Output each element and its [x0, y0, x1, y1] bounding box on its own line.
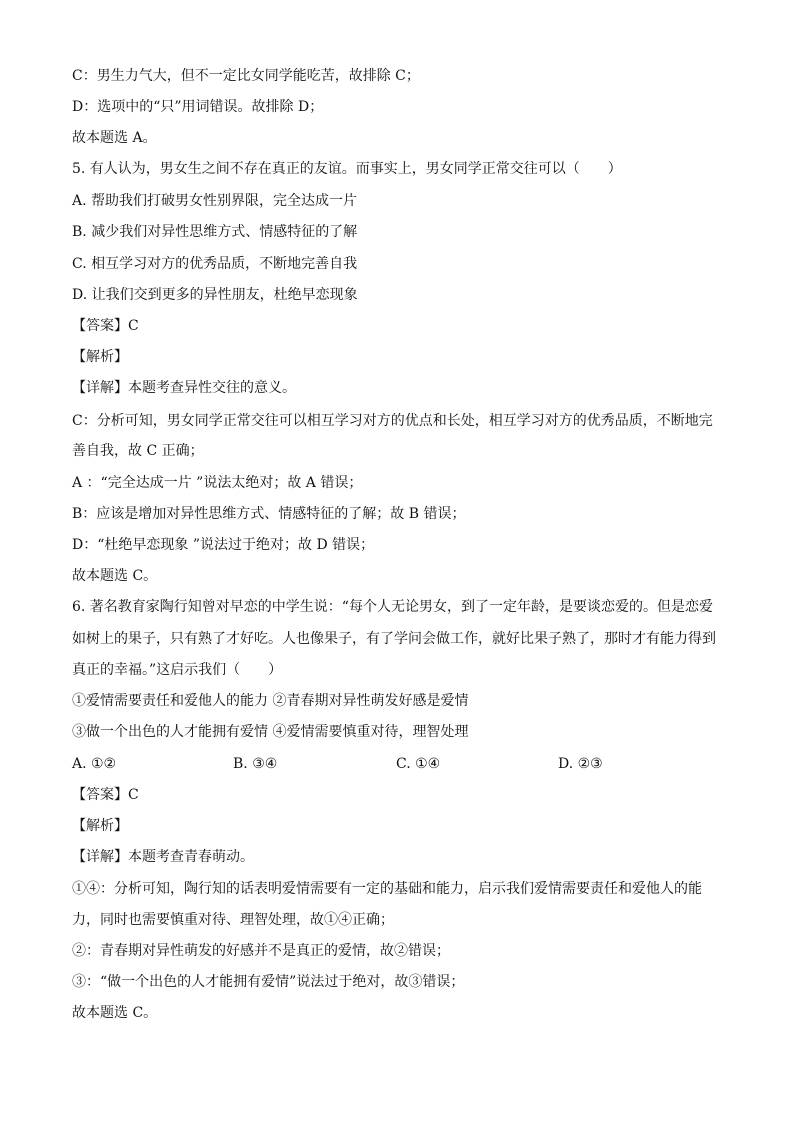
conclusion-text: 故本题选 A。 — [72, 130, 157, 146]
question-6-items-line1: ①爱情需要责任和爱他人的能力 ②青春期对异性萌发好感是爱情 — [72, 693, 469, 709]
explanation-c-line1: C：分析可知，男女同学正常交往可以相互学习对方的优点和长处，相互学习对方的优秀品质，不断地完 — [72, 413, 713, 429]
question-5-option-b: B. 减少我们对异性思维方式、情感特征的了解 — [72, 224, 358, 240]
question-5-stem: 5. 有人认为，男女生之间不存在真正的友谊。而事实上，男女同学正常交往可以（ ） — [72, 161, 622, 177]
explanation-d: D：“杜绝早恋现象 ”说法过于绝对；故 D 错误； — [72, 537, 375, 553]
question-5-option-a: A. 帮助我们打破男女性别界限，完全达成一片 — [72, 193, 358, 209]
explanation-b: B：应该是增加对异性思维方式、情感特征的了解；故 B 错误； — [72, 506, 466, 522]
analysis-label: 【解析】 — [72, 349, 128, 365]
explanation-14-line2: 力，同时也需要慎重对待、理智处理，故①④正确； — [72, 912, 394, 928]
explanation-c-line2: 善自我，故 C 正确； — [72, 443, 204, 459]
explanation-14-line1: ①④：分析可知，陶行知的话表明爱情需要有一定的基础和能力，启示我们爱情需要责任和爱他人的能 — [72, 881, 702, 897]
conclusion-text: 故本题选 C。 — [72, 1005, 158, 1021]
question-5-option-d: D. 让我们交到更多的异性朋友，杜绝早恋现象 — [72, 287, 358, 303]
answer-label: 【答案】C — [72, 787, 139, 803]
explanation-a: A ：“完全达成一片 ”说法太绝对；故 A 错误； — [72, 475, 363, 491]
conclusion-text: 故本题选 C。 — [72, 568, 158, 584]
question-6-stem-line2: 如树上的果子，只有熟了才好吃。人也像果子，有了学问会做工作，就好比果子熟了，那时才有能力得到 — [72, 631, 716, 647]
analysis-label: 【解析】 — [72, 818, 128, 834]
question-6-option-c: C. ①④ — [396, 756, 441, 772]
question-6-option-b: B. ③④ — [233, 756, 278, 772]
question-5-option-c: C. 相互学习对方的优秀品质，不断地完善自我 — [72, 256, 358, 272]
explanation-2: ②：青春期对异性萌发的好感并不是真正的爱情，故②错误； — [72, 943, 450, 959]
detail-label: 【详解】本题考查青春萌动。 — [72, 849, 254, 865]
question-6-option-a: A. ①② — [72, 756, 117, 772]
question-6-stem-line3: 真正的幸福。”这启示我们（ ） — [72, 662, 283, 678]
detail-label: 【详解】本题考查异性交往的意义。 — [72, 380, 296, 396]
question-6-option-d: D. ②③ — [558, 756, 603, 772]
explanation-c: C：男生力气大，但不一定比女同学能吃苦，故排除 C； — [72, 68, 420, 84]
question-6-items-line2: ③做一个出色的人才能拥有爱情 ④爱情需要慎重对待，理智处理 — [72, 724, 469, 740]
explanation-3: ③：“做一个出色的人才能拥有爱情”说法过于绝对，故③错误； — [72, 974, 465, 990]
explanation-d: D：选项中的“只”用词错误。故排除 D； — [72, 99, 324, 115]
answer-label: 【答案】C — [72, 318, 139, 334]
question-6-stem-line1: 6. 著名教育家陶行知曾对早恋的中学生说：“每个人无论男女，到了一定年龄，是要谈恋爱的。但是恋爱 — [72, 599, 713, 615]
